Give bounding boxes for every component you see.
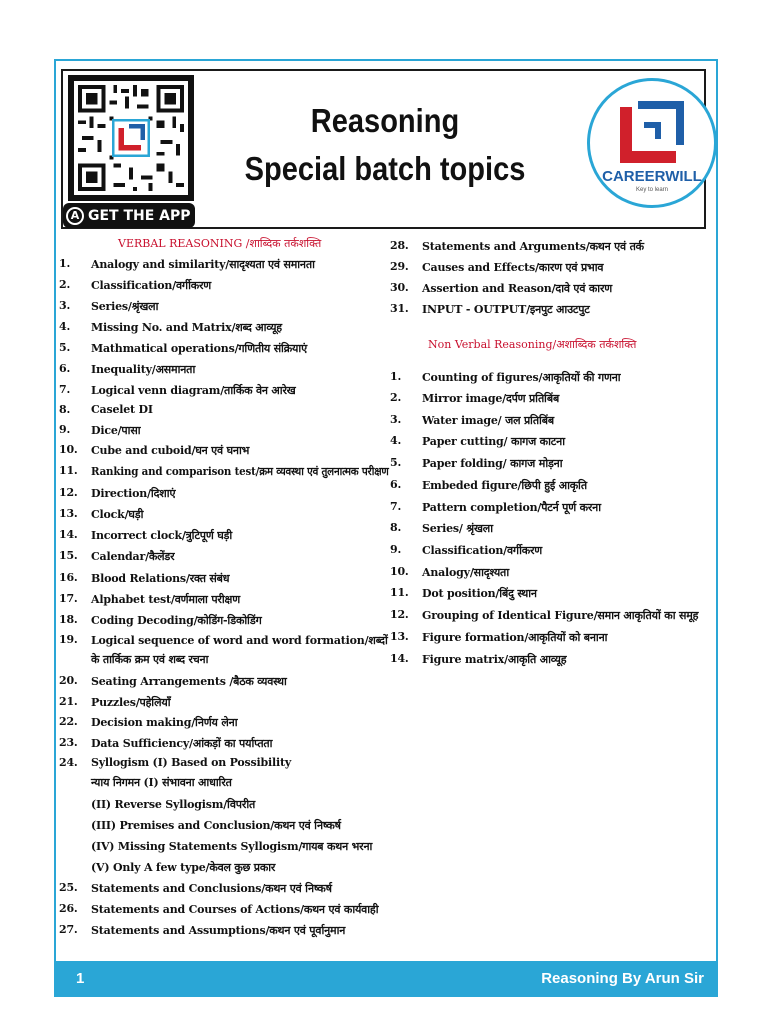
item-text: Series/ श्रृंखला bbox=[422, 522, 493, 535]
item-number: 30. bbox=[390, 281, 409, 294]
item-text: Grouping of Identical Figure/समान आकृतियों का समूह bbox=[422, 609, 699, 622]
item-text: Caselet DI bbox=[91, 403, 153, 416]
item-number: 25. bbox=[59, 881, 78, 894]
item-number: 2. bbox=[59, 278, 71, 291]
item-number: 12. bbox=[390, 608, 409, 621]
item-text: Syllogism (I) Based on Possibility bbox=[91, 756, 292, 769]
item-number: 6. bbox=[59, 362, 71, 375]
item-text: Mathmatical operations/गणितीय संक्रियाएं bbox=[91, 342, 307, 355]
careerwill-logo-icon bbox=[618, 95, 688, 165]
page-number: 1 bbox=[76, 970, 85, 987]
item-text: Logical sequence of word and word formation/शब्दों bbox=[91, 634, 388, 647]
logo-text: CAREERWILL bbox=[602, 168, 702, 185]
item-number: 24. bbox=[59, 756, 78, 769]
item-text: Statements and Conclusions/कथन एवं निष्कर्ष bbox=[91, 882, 332, 895]
item-number: 10. bbox=[390, 565, 409, 578]
item-number: 13. bbox=[390, 630, 409, 643]
item-number: 20. bbox=[59, 674, 78, 687]
item-number: 7. bbox=[390, 500, 402, 513]
item-number: 19. bbox=[59, 633, 78, 646]
item-number: 16. bbox=[59, 571, 78, 584]
item-text: INPUT - OUTPUT/इनपुट आउटपुट bbox=[422, 303, 590, 316]
item-text: Statements and Courses of Actions/कथन एवं कार्यवाही bbox=[91, 903, 379, 916]
item-number: 15. bbox=[59, 549, 78, 562]
item-number: 29. bbox=[390, 260, 409, 273]
item-text: Analogy and similarity/सादृश्यता एवं समानता bbox=[91, 258, 315, 271]
get-app-label: GET THE APP bbox=[88, 207, 191, 224]
item-number: 5. bbox=[390, 456, 402, 469]
item-text: (III) Premises and Conclusion/कथन एवं निष्कर्ष bbox=[91, 819, 341, 832]
item-number: 3. bbox=[59, 299, 71, 312]
item-text: Paper folding/ कागज मोड़ना bbox=[422, 457, 563, 470]
item-text: Seating Arrangements /बैठक व्यवस्था bbox=[91, 675, 287, 688]
item-text: Direction/दिशाएं bbox=[91, 487, 176, 500]
item-number: 4. bbox=[59, 320, 71, 333]
item-number: 1. bbox=[59, 257, 71, 270]
item-text: Decision making/निर्णय लेना bbox=[91, 716, 238, 729]
item-text: Mirror image/दर्पण प्रतिबिंब bbox=[422, 392, 560, 405]
item-number: 4. bbox=[390, 434, 402, 447]
item-number: 27. bbox=[59, 923, 78, 936]
item-number: 23. bbox=[59, 736, 78, 749]
item-text: Causes and Effects/कारण एवं प्रभाव bbox=[422, 261, 604, 274]
item-number: 31. bbox=[390, 302, 409, 315]
item-number: 26. bbox=[59, 902, 78, 915]
item-text: Cube and cuboid/घन एवं घनाभ bbox=[91, 444, 250, 457]
page-title: Reasoning bbox=[310, 102, 460, 139]
item-text: Classification/वर्गीकरण bbox=[91, 279, 212, 292]
item-text: Counting of figures/आकृतियों की गणना bbox=[422, 371, 621, 384]
item-text: Missing No. and Matrix/शब्द आव्यूह bbox=[91, 321, 282, 334]
item-text: Statements and Assumptions/कथन एवं पूर्वानुमान bbox=[91, 924, 346, 937]
item-text: Coding Decoding/कोडिंग-डिकोडिंग bbox=[91, 614, 262, 627]
item-text: Data Sufficiency/आंकड़ों का पर्याप्तता bbox=[91, 737, 273, 750]
item-number: 14. bbox=[59, 528, 78, 541]
page-footer bbox=[54, 961, 718, 997]
item-text: Figure matrix/आकृति आव्यूह bbox=[422, 653, 567, 666]
item-text: Classification/वर्गीकरण bbox=[422, 544, 543, 557]
item-text: Dot position/बिंदु स्थान bbox=[422, 587, 537, 600]
item-text: Puzzles/पहेलियाँ bbox=[91, 696, 171, 709]
item-text: (II) Reverse Syllogism/विपरीत bbox=[91, 798, 256, 811]
item-number: 11. bbox=[390, 586, 409, 599]
item-number: 22. bbox=[59, 715, 78, 728]
qr-code-icon[interactable] bbox=[68, 75, 194, 201]
page-subtitle: Special batch topics bbox=[244, 150, 526, 187]
item-text: Statements and Arguments/कथन एवं तर्क bbox=[422, 240, 644, 253]
item-text: Incorrect clock/त्रुटिपूर्ण घड़ी bbox=[91, 529, 233, 542]
item-number: 8. bbox=[390, 521, 402, 534]
item-number: 28. bbox=[390, 239, 409, 252]
item-text: Embeded figure/छिपी हुई आकृति bbox=[422, 479, 587, 492]
item-text: न्याय निगमन (I) संभावना आधारित bbox=[91, 776, 232, 789]
item-text: Inequality/असमानता bbox=[91, 363, 196, 376]
item-text: Assertion and Reason/दावे एवं कारण bbox=[422, 282, 613, 295]
item-text: Logical venn diagram/तार्किक वेन आरेख bbox=[91, 384, 296, 397]
item-text: Ranking and comparison test/क्रम व्यवस्था एवं तुलनात्मक परीक्षण bbox=[91, 465, 389, 478]
item-number: 6. bbox=[390, 478, 402, 491]
item-text: Alphabet test/वर्णमाला परीक्षण bbox=[91, 593, 240, 606]
item-text: Clock/घड़ी bbox=[91, 508, 144, 521]
item-number: 18. bbox=[59, 613, 78, 626]
item-text: Dice/पासा bbox=[91, 424, 141, 437]
item-text: के तार्किक क्रम एवं शब्द रचना bbox=[91, 653, 209, 666]
non-verbal-reasoning-heading: Non Verbal Reasoning/अशाब्दिक तर्कशक्ति bbox=[428, 338, 637, 351]
footer-author: Reasoning By Arun Sir bbox=[541, 970, 704, 987]
item-number: 1. bbox=[390, 370, 402, 383]
item-number: 5. bbox=[59, 341, 71, 354]
get-the-app-button[interactable] bbox=[63, 203, 195, 228]
careerwill-logo bbox=[587, 78, 717, 208]
item-number: 12. bbox=[59, 486, 78, 499]
item-text: Pattern completion/पैटर्न पूर्ण करना bbox=[422, 501, 601, 514]
item-number: 7. bbox=[59, 383, 71, 396]
item-number: 9. bbox=[59, 423, 71, 436]
item-text: Water image/ जल प्रतिबिंब bbox=[422, 414, 554, 427]
item-text: Paper cutting/ कागज काटना bbox=[422, 435, 565, 448]
item-number: 8. bbox=[59, 403, 71, 416]
item-text: Series/श्रृंखला bbox=[91, 300, 159, 313]
item-text: (IV) Missing Statements Syllogism/गायब कथन भरना bbox=[91, 840, 373, 853]
verbal-reasoning-heading: VERBAL REASONING /शाब्दिक तर्कशक्ति bbox=[118, 237, 322, 250]
app-badge-icon: A bbox=[66, 207, 84, 225]
item-text: Calendar/कैलेंडर bbox=[91, 550, 175, 563]
item-number: 21. bbox=[59, 695, 78, 708]
item-number: 13. bbox=[59, 507, 78, 520]
item-text: Blood Relations/रक्त संबंध bbox=[91, 572, 230, 585]
item-number: 9. bbox=[390, 543, 402, 556]
item-text: Analogy/सादृश्यता bbox=[422, 566, 509, 579]
item-text: Figure formation/आकृतियों को बनाना bbox=[422, 631, 608, 644]
item-number: 11. bbox=[59, 464, 78, 477]
logo-tagline: Key to learn bbox=[635, 187, 669, 193]
item-number: 2. bbox=[390, 391, 402, 404]
item-text: (V) Only A few type/केवल कुछ प्रकार bbox=[91, 861, 276, 874]
item-number: 10. bbox=[59, 443, 78, 456]
item-number: 3. bbox=[390, 413, 402, 426]
item-number: 14. bbox=[390, 652, 409, 665]
item-number: 17. bbox=[59, 592, 78, 605]
